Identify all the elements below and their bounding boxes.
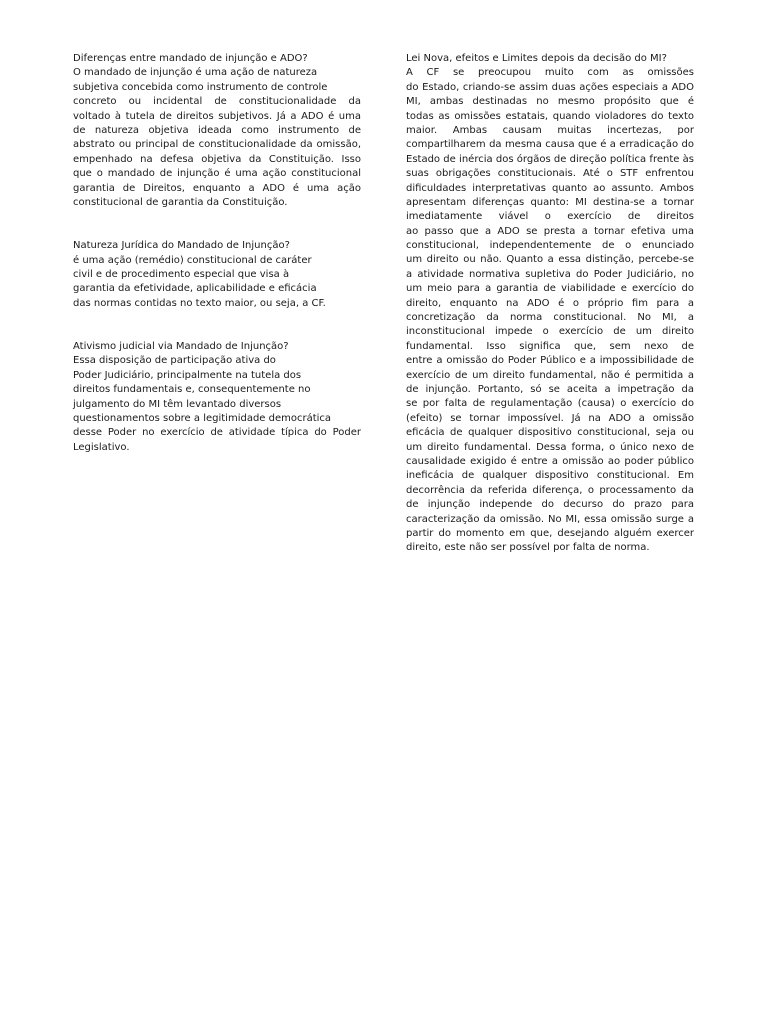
text-line: inconstitucional impede o exercício de um direito xyxy=(406,326,694,338)
text-line: julgamento do MI têm levantado diversos xyxy=(73,398,282,410)
text-line: garantia da efetividade, aplicabilidade e eficácia xyxy=(73,283,317,295)
text-line: garantia de Direitos, enquanto a ADO é uma ação xyxy=(73,182,361,194)
text-line: MI, ambas destinadas no mesmo propósito que é xyxy=(406,96,694,108)
text-line: caracterização da omissão. No MI, essa omissão surge a xyxy=(406,513,694,525)
text-line: do Estado, criando-se assim duas ações especiais a ADO xyxy=(406,81,694,93)
text-line: imediatamente viável o exercício de direitos xyxy=(406,211,694,223)
text-line: de injunção independe do decurso do prazo para xyxy=(406,499,694,511)
text-line: suas obrigações constitucionais. Até o STF enfrentou xyxy=(406,168,694,180)
section-legal-nature xyxy=(73,239,361,311)
section-body xyxy=(406,66,694,555)
text-line: um meio para a garantia de viabilidade e exercício do xyxy=(406,283,694,295)
section-body xyxy=(73,354,361,455)
text-line: abstrato ou principal de constitucionalidade da omissão, xyxy=(73,139,361,151)
text-line: questionamentos sobre a legitimidade democrática xyxy=(73,413,332,425)
section-heading: Ativismo judicial via Mandado de Injunção? xyxy=(73,340,289,352)
text-line: fundamental. Isso significa que, sem nexo de xyxy=(406,340,694,352)
section-heading: Natureza Jurídica do Mandado de Injunção? xyxy=(73,240,290,252)
text-line: de natureza objetiva ideada como instrumento de xyxy=(73,125,361,136)
text-line: que o mandado de injunção é uma ação constitucional xyxy=(73,168,361,180)
section-differences xyxy=(73,52,361,210)
text-line: concretização da norma constitucional. No MI, a xyxy=(406,312,694,324)
section-heading: Lei Nova, efeitos e Limites depois da decisão do MI? xyxy=(406,53,667,64)
text-line: desse Poder no exercício de atividade típica do Poder xyxy=(73,427,361,439)
section-body xyxy=(73,254,361,312)
text-line: A CF se preocupou muito com as omissões xyxy=(406,67,694,79)
text-line: civil e de procedimento especial que visa à xyxy=(73,268,290,280)
text-line: das normas contidas no texto maior, ou seja, a CF. xyxy=(73,297,326,309)
text-line: entre a omissão do Poder Público e a impossibilidade de xyxy=(406,355,694,367)
text-line: ineficácia de qualquer dispositivo constitucional. Em xyxy=(406,470,694,482)
text-line: decorrência da referida diferença, o processamento da xyxy=(406,484,694,496)
section-judicial-activism xyxy=(73,340,361,455)
left-column xyxy=(73,52,361,455)
text-line: concreto ou incidental de constitucionalidade da xyxy=(73,96,361,108)
text-line: exercício de um direito fundamental, não é permitida a xyxy=(406,369,694,381)
section-body xyxy=(73,66,361,210)
text-line: ao passo que a ADO se presta a tornar efetiva uma xyxy=(406,225,694,237)
text-line: é uma ação (remédio) constitucional de caráter xyxy=(73,254,312,266)
text-line: eficácia de qualquer dispositivo constitucional, seja ou xyxy=(406,427,694,439)
text-line: de injunção. Portanto, só se aceita a impetração da xyxy=(406,384,694,395)
text-line: empenhado na defesa objetiva da Constituição. Isso xyxy=(73,153,361,165)
text-line: Estado de inércia dos órgãos de direção política frente às xyxy=(406,153,694,165)
text-line: apresentam diferenças quanto: MI destina-se a tornar xyxy=(406,196,694,208)
text-line: constitucional, independentemente de o enunciado xyxy=(406,240,694,252)
text-line: direito, enquanto na ADO é o próprio fim para a xyxy=(406,297,694,309)
section-new-law-effects xyxy=(406,52,694,556)
text-line: direitos fundamentais e, consequentemente no xyxy=(73,384,311,396)
text-line: causalidade exigido é entre a omissão ao poder público xyxy=(406,455,694,467)
text-line: se por falta de regulamentação (causa) o exercício do xyxy=(406,398,694,410)
text-line: Poder Judiciário, principalmente na tutela dos xyxy=(73,369,302,381)
right-column xyxy=(406,52,694,556)
text-line: a atividade normativa supletiva do Poder Judiciário, no xyxy=(406,268,694,280)
text-line: compartilharem da mesma causa que é a erradicação do xyxy=(406,139,694,151)
text-line: partir do momento em que, desejando alguém exercer xyxy=(406,527,694,539)
text-line: um direito fundamental. Dessa forma, o único nexo de xyxy=(406,441,694,453)
text-line: Legislativo. xyxy=(73,441,130,453)
text-line: (efeito) se tornar impossível. Já na ADO a omissão xyxy=(406,412,694,424)
text-line: Essa disposição de participação ativa do xyxy=(73,355,276,367)
text-line: subjetiva concebida como instrumento de controle xyxy=(73,81,328,93)
text-line: constitucional de garantia da Constituição. xyxy=(73,196,288,208)
text-line: maior. Ambas causam muitas incertezas, por xyxy=(406,124,694,136)
text-line: O mandado de injunção é uma ação de natureza xyxy=(73,67,318,79)
text-line: todas as omissões estatais, quando violadores do texto xyxy=(406,110,694,122)
text-line: dificuldades interpretativas quanto ao assunto. Ambos xyxy=(406,182,694,194)
section-heading: Diferenças entre mandado de injunção e ADO? xyxy=(73,53,308,64)
text-line: voltado à tutela de direitos subjetivos. Já a ADO é uma xyxy=(73,110,361,122)
text-line: direito, este não ser possível por falta de norma. xyxy=(406,542,650,554)
text-line: um direito ou não. Quanto a essa distinção, percebe-se xyxy=(406,254,694,266)
